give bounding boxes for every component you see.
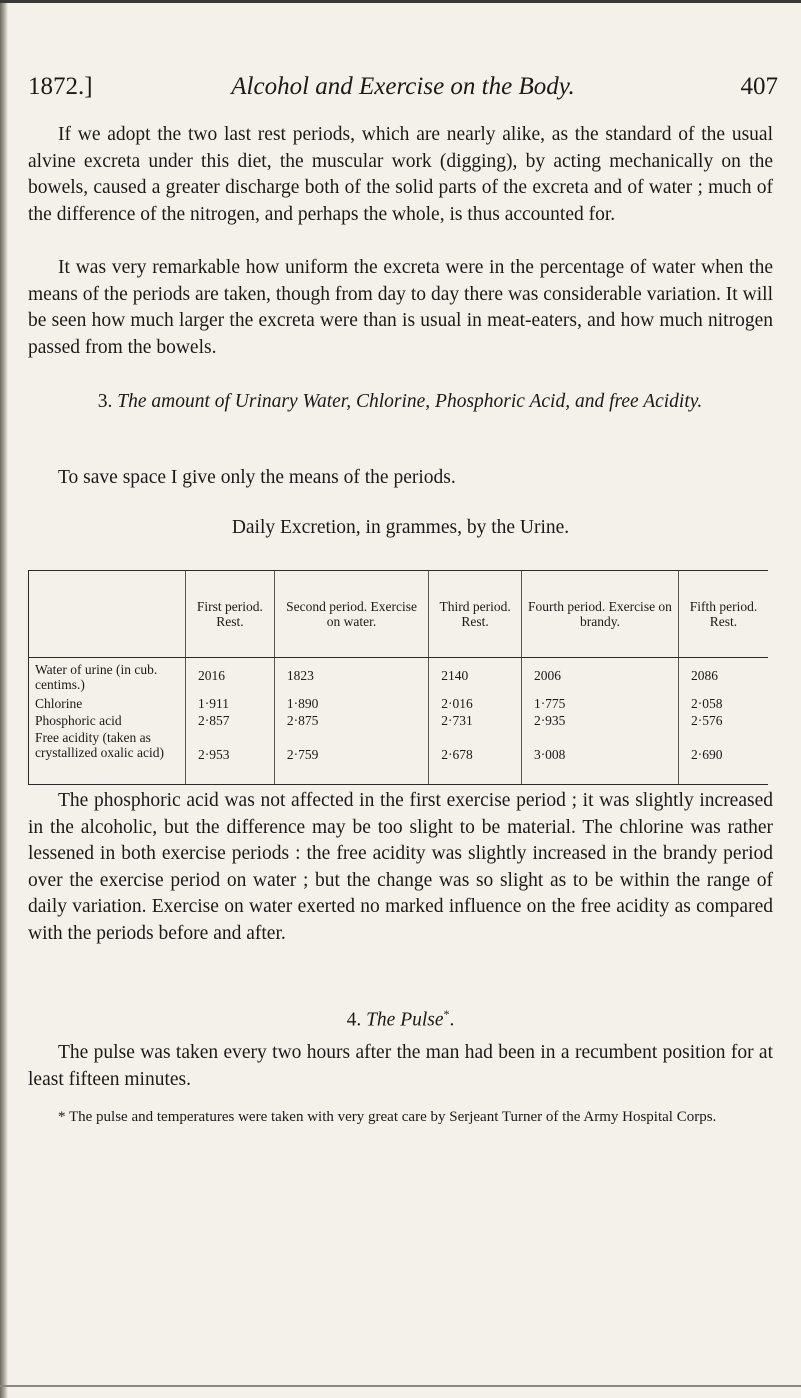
paragraph-5: The pulse was taken every two hours after the man had been in a recumbent position for at least fifteen minutes. (28, 1042, 773, 1090)
table-cell: 2·857 (198, 713, 230, 728)
top-rule (0, 0, 801, 3)
paragraph-1: If we adopt the two last rest periods, which are nearly alike, as the standard of the usual alvine excreta under this diet, the muscular work (digging), by acting mechanically on the bowels, caused a greater discharge both of the solid parts of the excreta and of water ; much of the difference of the nitrogen, and perhaps the whole, is thus accounted for. (28, 124, 773, 225)
row-label-phosphoric: Phosphoric acid (35, 713, 122, 728)
row-label-chlorine: Chlorine (35, 696, 83, 711)
page-number: 407 (740, 73, 778, 100)
column-header: Third period. Rest. (429, 571, 522, 658)
column-third-period (429, 658, 522, 785)
table-cell: 2·576 (690, 713, 723, 728)
row-label-acidity: Free acidity (taken as crystallized oxalic acid) (35, 730, 164, 760)
column-fifth-period (678, 658, 768, 785)
paragraph-2: It was very remarkable how uniform the excreta were in the percentage of water when the means of the periods are taken, though from day to day there was considerable variation. It will be seen how much larger the excreta were than is usual in meat-eaters, and how much nitrogen passed from the bowels. (28, 257, 773, 358)
urine-excretion-table (28, 570, 768, 785)
table-cell: 2006 (533, 668, 561, 683)
column-header: Fifth period. Rest. (678, 571, 768, 658)
table-cell: 2·016 (441, 696, 473, 711)
table-cell: 1823 (286, 668, 314, 683)
paragraph-3: To save space I give only the means of the periods. (58, 467, 456, 488)
table-cell: 1·775 (533, 696, 566, 711)
table-cell: 2·690 (690, 747, 723, 762)
footnote-mark: * (443, 1007, 450, 1021)
table-cell: 2086 (690, 668, 718, 683)
bottom-rule (0, 1385, 801, 1387)
running-header (28, 73, 778, 107)
paragraph-4: The phosphoric acid was not affected in the first exercise period ; it was slightly increased in the alcoholic, but the difference may be too slight to be material. The chlorine was rather lessened in both exercise periods : the free acidity was slightly increased in the brandy period over the exercise period on water ; but the change was so slight as to be within the range of daily variation. Exercise on water exerted no marked influence on the free acidity as compared with the periods before and after. (28, 790, 773, 944)
table-caption: Daily Excretion, in grammes, by the Urine. (231, 517, 570, 538)
section-3-heading (50, 388, 750, 416)
header-year: 1872.] (28, 73, 93, 100)
column-fourth-period (521, 658, 678, 785)
column-header: First period. Rest. (186, 571, 275, 658)
table-cell: 2016 (198, 668, 225, 683)
row-label-water: Water of urine (in cub. centims.) (35, 662, 158, 692)
column-header: Second period. Exercise on water. (274, 571, 428, 658)
table-cell: 2·678 (441, 747, 473, 762)
header-title: Alcohol and Exercise on the Body. (231, 73, 575, 100)
table-header-row (29, 571, 769, 658)
table-cell: 2·953 (198, 747, 230, 762)
column-second-period (274, 658, 428, 785)
table-cell: 1·911 (198, 696, 229, 711)
section-3-title: The amount of Urinary Water, Chlorine, Phosphoric Acid, and free Acidity. (117, 391, 703, 412)
section-3-number: 3. (97, 391, 113, 412)
table-cell: 2140 (441, 668, 469, 683)
footnote: * The pulse and temperatures were taken with very great care by Serjeant Turner of the Army Hospital Corps. (58, 1109, 717, 1125)
column-header: Fourth period. Exercise on brandy. (521, 571, 678, 658)
page-edge-shadow (0, 0, 8, 1398)
row-labels (29, 658, 186, 785)
table-cell: 2·875 (286, 713, 319, 728)
section-4-number: 4. (346, 1009, 362, 1031)
table-cell: 2·759 (286, 747, 319, 762)
table-corner (29, 571, 186, 658)
table-cell: 2·935 (533, 713, 566, 728)
table-cell: 3·008 (533, 747, 566, 762)
table-cell: 1·890 (286, 696, 319, 711)
table-body-row (29, 658, 769, 785)
column-first-period (186, 658, 275, 785)
table-cell: 2·731 (441, 713, 473, 728)
section-4-title: The Pulse (366, 1009, 444, 1031)
section-4-heading (28, 1000, 773, 1035)
section-4-end: . (449, 1009, 455, 1031)
table-cell: 2·058 (690, 696, 723, 711)
